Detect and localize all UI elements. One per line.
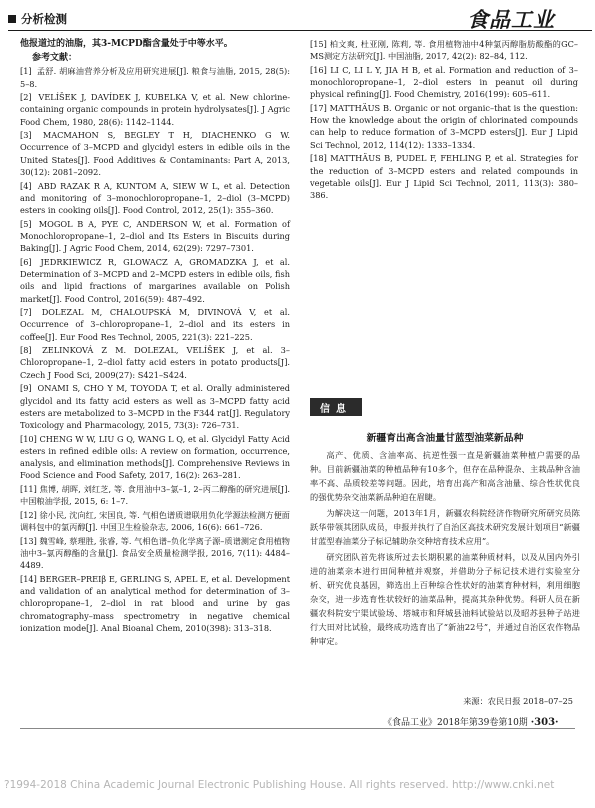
reference-text: MATTHÄUS B. Organic or not organic–that is the question: How the knowledge about the origin of chlorinated compounds can help to reduce formation of 3–MCPD esters[J]. Eur J Lipid Sci Technol, 2012, 114(12): 1333–1334. [310,102,578,150]
news-paragraph: 为解决这一问题，2013年1月，新疆农科院经济作物研究所研究员陈跃华带领其团队成员，申报并执行了自治区高技术研究发展计划项目“新疆甘蓝型春油菜分子标记辅助杂交种培育技术应用”。 [310,508,580,546]
reference-number: [14] [20,573,37,584]
reference-text: ABD RAZAK R A, KUNTOM A, SIEW W L, et al. Detection and monitoring of 3–monochloropropane–1, 2–diol (3–MCPD) esters in cooking oils[J]. Food Control, 2012, 25(1): 355–360. [20,180,290,216]
right-column [310,38,578,203]
reference-item [20,509,290,534]
reference-text: 孟舒. 胡麻油营养分析及应用研究进展[J]. 粮食与油脂, 2015, 28(5): 5–8. [20,66,290,89]
intro-text: 他报道过的油脂，其3-MCPD酯含量处于中等水平。 [20,39,233,49]
footer-journal-info [383,715,559,728]
reference-item [20,91,290,128]
reference-text: 徐小民, 沈向红, 宋国良, 等. 气相色谱质谱联用负化学源法检测方便面调料包中的氯丙醇[J]. 中国卫生检验杂志, 2006, 16(6): 661–726. [20,509,290,533]
reference-number: [11] [20,483,37,494]
copyright-watermark: ?1994-2018 China Academic Journal Electronic Publishing House. All rights reserved. http://www.cnki.net [4,779,555,791]
reference-number: [16] [310,64,327,75]
section-title: 分析检测 [21,12,67,26]
reference-item [20,129,290,178]
reference-number: [17] [310,102,327,113]
journal-issue: 《食品工业》2018年第39卷第10期 [383,718,528,728]
reference-item [310,152,578,201]
reference-number: [1] [20,66,32,77]
reference-text: ZELINKOVÁ Z M. DOLEZAL, VELÍŠEK J, et al. 3–Chloropropane–1, 2–diol fatty acid esters in potato products[J]. Czech J Food Sci, 2009(27): S421–S424. [20,345,290,380]
reference-text: CHENG W W, LIU G Q, WANG L Q, et al. Glycidyl Fatty Acid esters in refined edible oils: A review on formation, occurrence, analysis, and elimination methods[J]. Comprehensive Reviews in Food Science and Food Safety, 2017, 16(2): 263–281. [20,433,290,481]
news-body [310,448,580,650]
reference-text: 柏文爽, 杜亚刚, 陈莉, 等. 食用植物油中4种氯丙醇脂肪酸酯的GC–MS测定方法研究[J]. 中国油脂, 2017, 42(2): 82–84, 112. [310,39,578,62]
reference-item [20,573,290,634]
reference-item [20,344,290,381]
reference-number: [7] [20,307,32,318]
news-title: 新疆育出高含油量甘蓝型油菜新品种 [366,433,524,444]
reference-item [310,38,578,63]
news-paragraph: 研究团队首先将该所过去长期积累的油菜种质材料，以及从国内外引进的油菜亲本进行田间种植并观察，并借助分子标记技术进行实验室分析、研究优良基因，筛选出上百种综合性状好的油菜育种材料，利用细胞杂交，进一步选育性状较好的油菜品种，提高其杂种优势。科研人员在新疆农科院安宁渠试验场、塔城市和拜城县油料试验站以及昭苏县种子站进行大田对比试验，最终成功选育出了“新油22号”，并通过自治区农作物品种审定。 [310,552,580,646]
references-heading: 参考文献： [32,53,78,63]
news-badge: 信息 [310,398,362,416]
reference-text: JEDRKIEWICZ R, GLOWACZ A, GROMADZKA J, et al. Determination of 3–MCPD and 2–MCPD esters in edible oils, fish oils and lipid fractions of margarines available on Polish market[J]. Food Control, 2016(59): 487–492. [20,256,290,304]
news-paragraph: 高产、优质、含油率高、抗逆性强一直是新疆油菜种植户需要的品种。目前新疆油菜的种植品种有10多个，但存在品种混杂、主栽品种含油率不高、品质较差等问题。因此，培育出高产和高含油量、综合性状优良的强优势杂交油菜新品种迫在眉睫。 [310,450,580,502]
news-source: 来源：农民日报 2018–07–25 [463,696,573,706]
reference-item [20,256,290,305]
references-list-left [20,65,290,634]
reference-item [20,433,290,482]
reference-item [20,382,290,431]
reference-number: [4] [20,180,32,191]
reference-text: LI C, LI L Y, JIA H B, et al. Formation and reduction of 3–monochloropropane–1, 2–diol esters in peanut oil during physical refining[J]. Food Chemistry, 2016(199): 605–611. [310,64,578,100]
reference-item [20,218,290,255]
reference-number: [3] [20,130,32,141]
reference-text: DOLEZAL M, CHALOUPSKÁ M, DIVINOVÁ V, et al. Occurrence of 3–chloropropane–1, 2–diol and its esters in coffee[J]. Eur Food Res Technol, 2005, 221(3): 221–225. [20,307,290,342]
reference-item [20,306,290,343]
reference-item [20,483,290,508]
section-header [8,11,67,27]
references-list-right [310,38,578,201]
reference-text: 焦博, 胡晖, 刘红芝, 等. 食用油中3–氯–1, 2–丙二醇酯的研究进展[J]. 中国粮油学报, 2015, 6: 1–7. [20,483,290,507]
page-number: ·303· [530,717,559,728]
reference-number: [2] [20,92,32,103]
reference-text: 魏雪峰, 蔡理胜, 张睿, 等. 气相色谱–负化学离子源–质谱测定食用植物油中3–氯丙醇酯的含量[J]. 食品安全质量检测学报, 2016, 7(11): 4484–4489. [20,535,290,571]
header-rule [8,30,592,31]
reference-number: [13] [20,535,37,546]
reference-number: [15] [310,39,327,49]
reference-number: [8] [20,345,32,356]
footer-rule [20,728,575,729]
reference-item [310,102,578,151]
left-column [20,38,290,635]
reference-text: MACMAHON S, BEGLEY T H, DIACHENKO G W. Occurrence of 3–MCPD and glycidyl esters in edible oils in the United States[J]. Food Additives & Contaminants: Part A, 2013, 30(12): 2081–2092. [20,130,291,178]
reference-text: MATTHÄUS B, PUDEL F, FEHLING P, et al. Strategies for the reduction of 3–MCPD esters and related compounds in vegetable oils[J]. Eur J Lipid Sci Technol, 2011, 113(3): 380–386. [310,153,578,201]
reference-text: ONAMI S, CHO Y M, TOYODA T, et al. Orally administered glycidol and its fatty acid esters as well as 3–MCPD fatty acid esters are metabolized to 3–MCPD in the F344 rat[J]. Regulatory Toxicology and Pharmacology, 2015, 73(3): 726–731. [20,383,291,431]
reference-number: [6] [20,256,32,267]
reference-number: [10] [20,433,37,444]
reference-text: MOGOL B A, PYE C, ANDERSON W, et al. Formation of Monochloropropane–1, 2–diol and Its Esters in Biscuits during Baking[J]. J Agric Food Chem, 2014, 62(29): 7297–7301. [20,218,290,254]
reference-item [20,65,290,90]
reference-item [310,64,578,101]
reference-number: [5] [20,218,32,229]
reference-text: BERGER–PREIβ E, GERLING S, APEL E, et al. Development and validation of an analytical method for determination of 3–chloropropane–1, 2–diol in rat blood and urine by gas chromatography–mass spectrometry in negative chemical ionization mode[J]. Anal Bioanal Chem, 2010(398): 313–318. [20,573,290,633]
reference-number: [9] [20,383,32,394]
reference-item [20,180,290,217]
square-bullet-icon [8,15,16,23]
reference-item [20,535,290,572]
journal-logo: 食品工业 [467,7,555,32]
reference-number: [12] [20,509,37,520]
reference-number: [18] [310,153,327,164]
reference-text: VELÍŠEK J, DAVÍDEK J, KUBELKA V, et al. New chlorine-containing organic compounds in protein hydrolysates[J]. J Agric Food Chem, 1980, 28(6): 1142–1144. [20,92,290,127]
